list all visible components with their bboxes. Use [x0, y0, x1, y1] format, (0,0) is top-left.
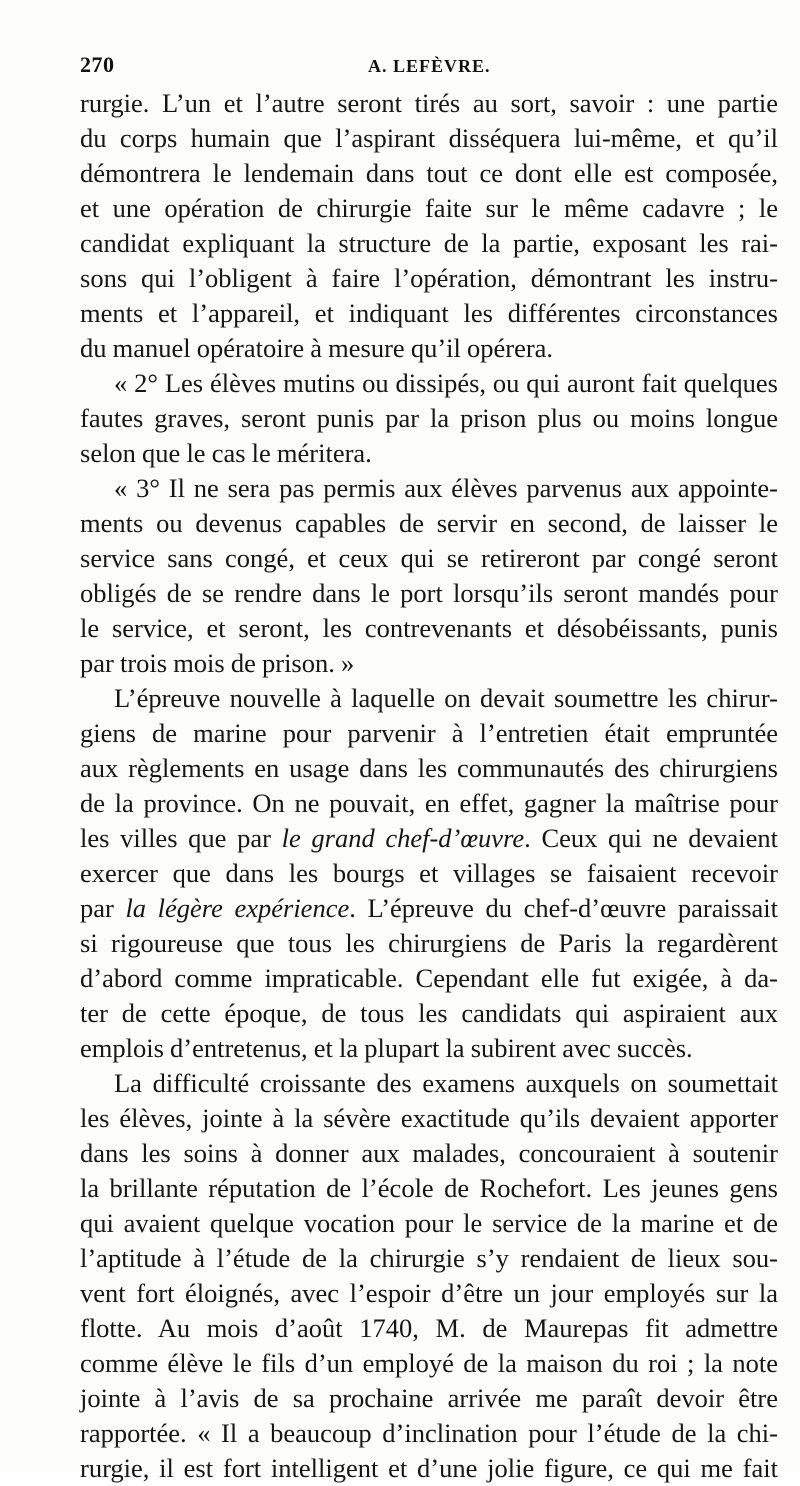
body-text [80, 86, 778, 1486]
text-line: démontrera le lendemain dans tout ce dont elle est composée, [80, 158, 778, 188]
text-line: rapportée. « Il a beaucoup d’inclination pour l’étude de la chi- [80, 1418, 778, 1448]
text-line: qui avaient quelque vocation pour le service de la marine et de [80, 1208, 778, 1238]
text-line: de la province. On ne pouvait, en effet, gagner la maîtrise pour [80, 788, 778, 818]
text-line [80, 821, 778, 856]
text-line: dans les soins à donner aux malades, concouraient à soutenir [80, 1138, 778, 1168]
running-head: A. LEFÈVRE. [368, 56, 491, 76]
text-line: « 2° Les élèves mutins ou dissipés, ou qui auront fait quelques [114, 368, 778, 398]
text-line: la brillante réputation de l’école de Rochefort. Les jeunes gens [80, 1173, 778, 1203]
text-line: l’aptitude à l’étude de la chirurgie s’y rendaient de lieux sou- [80, 1243, 778, 1273]
text-line: sons qui l’obligent à faire l’opération, démontrant les instru- [80, 263, 778, 293]
text-run: par [80, 893, 126, 923]
text-line: par trois mois de prison. » [80, 648, 355, 678]
italic-title: la légère expérience [125, 893, 350, 923]
text-line: rurgie, il est fort intelligent et d’une jolie figure, ce qui me fait [80, 1453, 778, 1483]
text-line: ments et l’appareil, et indiquant les différentes circonstances [80, 298, 778, 328]
text-run: . Ceux qui ne devaient [524, 823, 779, 853]
page-number: 270 [80, 52, 115, 77]
text-line: fautes graves, seront punis par la prison plus ou moins longue [80, 403, 778, 433]
text-line [80, 891, 778, 926]
text-line: service sans congé, et ceux qui se retireront par congé seront [80, 543, 778, 573]
text-line: obligés de se rendre dans le port lorsqu’ils seront mandés pour [80, 578, 778, 608]
text-line: flotte. Au mois d’août 1740, M. de Maurepas fit admettre [80, 1313, 778, 1343]
text-line: vent fort éloignés, avec l’espoir d’être un jour employés sur la [80, 1278, 778, 1308]
text-line: ter de cette époque, de tous les candidats qui aspiraient aux [80, 998, 778, 1028]
text-line: La difficulté croissante des examens auxquels on soumettait [114, 1068, 778, 1098]
text-line: « 3° Il ne sera pas permis aux élèves parvenus aux appointe- [114, 473, 778, 503]
text-line: les élèves, jointe à la sévère exactitude qu’ils devaient apporter [80, 1103, 778, 1133]
text-line: le service, et seront, les contrevenants et désobéissants, punis [80, 613, 778, 643]
text-line: aux règlements en usage dans les communautés des chirurgiens [80, 753, 778, 783]
text-run: les villes que par [80, 823, 282, 853]
text-line: du manuel opératoire à mesure qu’il opérera. [80, 333, 554, 363]
text-line: si rigoureuse que tous les chirurgiens de Paris la regardèrent [80, 928, 778, 958]
text-line: selon que le cas le méritera. [80, 438, 372, 468]
text-line: ments ou devenus capables de servir en second, de laisser le [80, 508, 778, 538]
text-line: L’épreuve nouvelle à laquelle on devait soumettre les chirur- [114, 683, 778, 713]
text-line: comme élève le fils d’un employé de la maison du roi ; la note [80, 1348, 778, 1378]
text-line: exercer que dans les bourgs et villages se faisaient recevoir [80, 858, 778, 888]
text-line: et une opération de chirurgie faite sur le même cadavre ; le [80, 193, 778, 223]
text-run: . L’épreuve du chef-d’œuvre paraissait [349, 893, 778, 923]
text-line: jointe à l’avis de sa prochaine arrivée me paraît devoir être [80, 1383, 778, 1413]
text-line: rurgie. L’un et l’autre seront tirés au sort, savoir : une partie [80, 88, 778, 118]
text-line: du corps humain que l’aspirant disséquera lui-même, et qu’il [80, 123, 778, 153]
italic-title: le grand chef-d’œuvre [281, 823, 525, 853]
text-line: candidat expliquant la structure de la partie, exposant les rai- [80, 228, 778, 258]
page-header [80, 52, 780, 82]
text-line: d’abord comme impraticable. Cependant elle fut exigée, à da- [80, 963, 778, 993]
text-line: emplois d’entretenus, et la plupart la subirent avec succès. [80, 1033, 693, 1063]
text-line: giens de marine pour parvenir à l’entretien était empruntée [80, 718, 778, 748]
